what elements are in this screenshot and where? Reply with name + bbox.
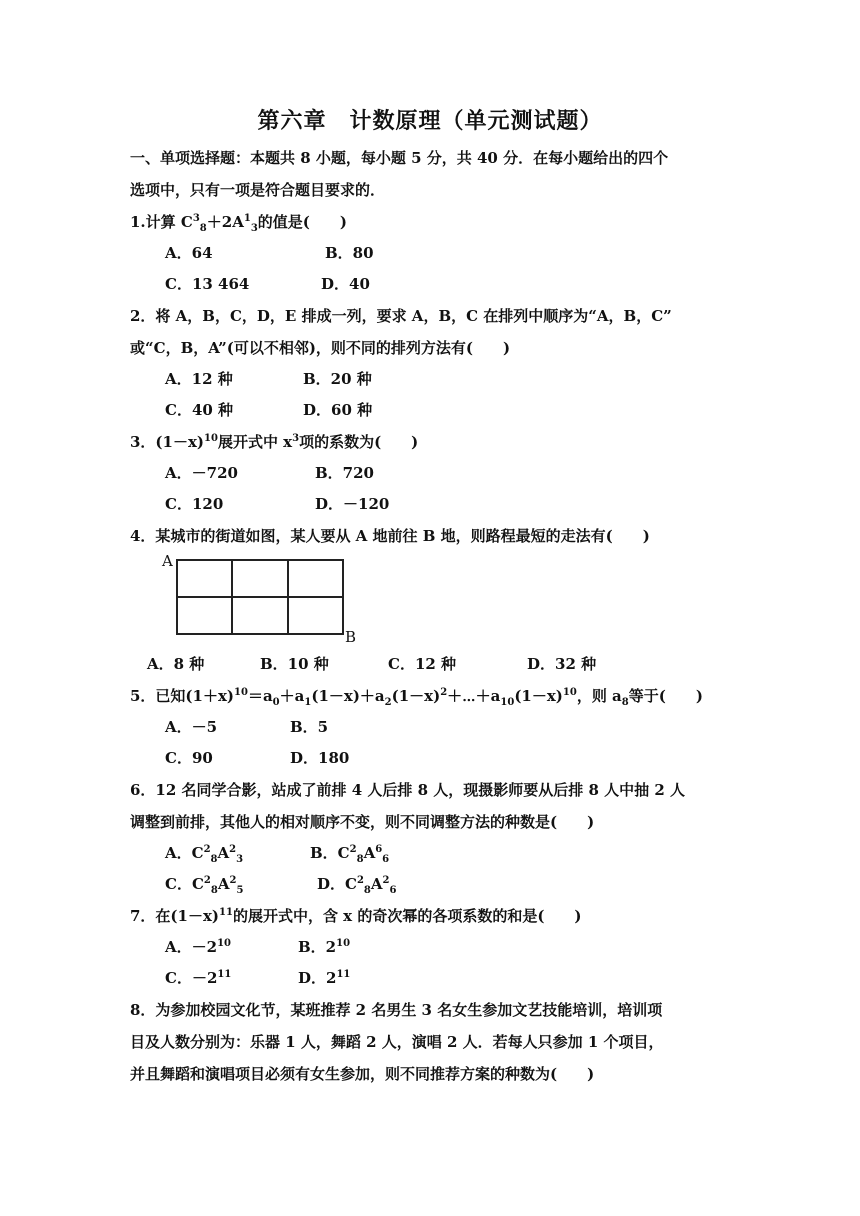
grid-label-b: B: [345, 628, 357, 646]
question-8-line-1: 8．为参加校园文化节，某班推荐 2 名男生 3 名女生参加文艺技能培训，培训项: [130, 1001, 663, 1019]
q3-option-c: C．120: [165, 495, 224, 513]
q2-option-d: D．60 种: [303, 401, 373, 419]
question-8-line-2: 目及人数分别为：乐器 1 人，舞蹈 2 人，演唱 2 人．若每人只参加 1 个项目，: [130, 1033, 664, 1051]
question-7: 7．在$(1-x)^{11}$的展开式中，含 x 的奇次幂的各项系数的和是( ): [130, 907, 582, 925]
q5-option-d: D．180: [290, 749, 350, 767]
section-intro-line-1: 一、单项选择题：本题共 8 小题，每小题 5 分，共 40 分．在每小题给出的四个: [130, 149, 669, 167]
section-intro-line-2: 选项中，只有一项是符合题目要求的．: [130, 181, 386, 199]
question-5: 5．已知$(1+x)^{10}=a_0+a_1(1-x)+a_2(1-x)^2+\cdots+a_{10}(1-x)^{10}$，则 $a_8$等于( ): [130, 687, 703, 708]
q5-option-a: A．－5: [165, 718, 218, 736]
q7-option-b: B．$2^{10}$: [298, 938, 351, 956]
question-6-line-2: 调整到前排，其他人的相对顺序不变，则不同调整方法的种数是( ): [130, 813, 595, 831]
question-3: 3．$(1-x)^{10}$展开式中 $x^3$项的系数为( ): [130, 433, 419, 451]
page-title: 第六章 计数原理（单元测试题）: [257, 108, 603, 134]
q2-option-a: A．12 种: [165, 370, 233, 388]
q1-option-c: C．13 464: [165, 275, 250, 293]
q1-option-a: A．64: [165, 244, 213, 262]
q3-option-b: B．720: [315, 464, 374, 482]
question-2-line-2: 或“C，B，A”(可以不相邻)，则不同的排列方法有( ): [130, 339, 511, 357]
q4-option-a: A．8 种: [147, 655, 205, 673]
question-1: 1.计算 $C^3_8+2A^1_3$的值是( ): [130, 213, 347, 234]
q7-option-a: A．$-2^{10}$: [165, 938, 231, 956]
q1-option-b: B．80: [325, 244, 374, 262]
q2-option-c: C．40 种: [165, 401, 234, 419]
q5-option-c: C．90: [165, 749, 213, 767]
q5-option-b: B．5: [290, 718, 329, 736]
q4-option-d: D．32 种: [527, 655, 597, 673]
q4-option-c: C．12 种: [388, 655, 457, 673]
q7-option-d: D．$2^{11}$: [298, 969, 351, 987]
question-8-line-3: 并且舞蹈和演唱项目必须有女生参加，则不同推荐方案的种数为( ): [130, 1065, 595, 1083]
street-grid-diagram: [176, 559, 344, 635]
q3-option-a: A．－720: [165, 464, 238, 482]
q6-option-a: A．$C^2_8A^2_3$: [165, 844, 244, 865]
q2-option-b: B．20 种: [303, 370, 372, 388]
q4-option-b: B．10 种: [260, 655, 329, 673]
question-4: 4．某城市的街道如图，某人要从 A 地前往 B 地，则路程最短的走法有( ): [130, 527, 650, 545]
q6-option-d: D．$C^2_8A^2_6$: [317, 875, 397, 896]
q1-option-d: D．40: [321, 275, 370, 293]
question-6-line-1: 6．12 名同学合影，站成了前排 4 人后排 8 人，现摄影师要从后排 8 人中抽 2 人: [130, 781, 686, 799]
question-2-line-1: 2．将 A，B，C，D，E 排成一列，要求 A，B，C 在排列中顺序为“A，B，C”: [130, 307, 672, 325]
q3-option-d: D．－120: [315, 495, 390, 513]
q6-option-b: B．$C^2_8A^6_6$: [310, 844, 390, 865]
q7-option-c: C．$-2^{11}$: [165, 969, 232, 987]
q6-option-c: C．$C^2_8A^2_5$: [165, 875, 244, 896]
grid-label-a: A: [162, 552, 173, 570]
